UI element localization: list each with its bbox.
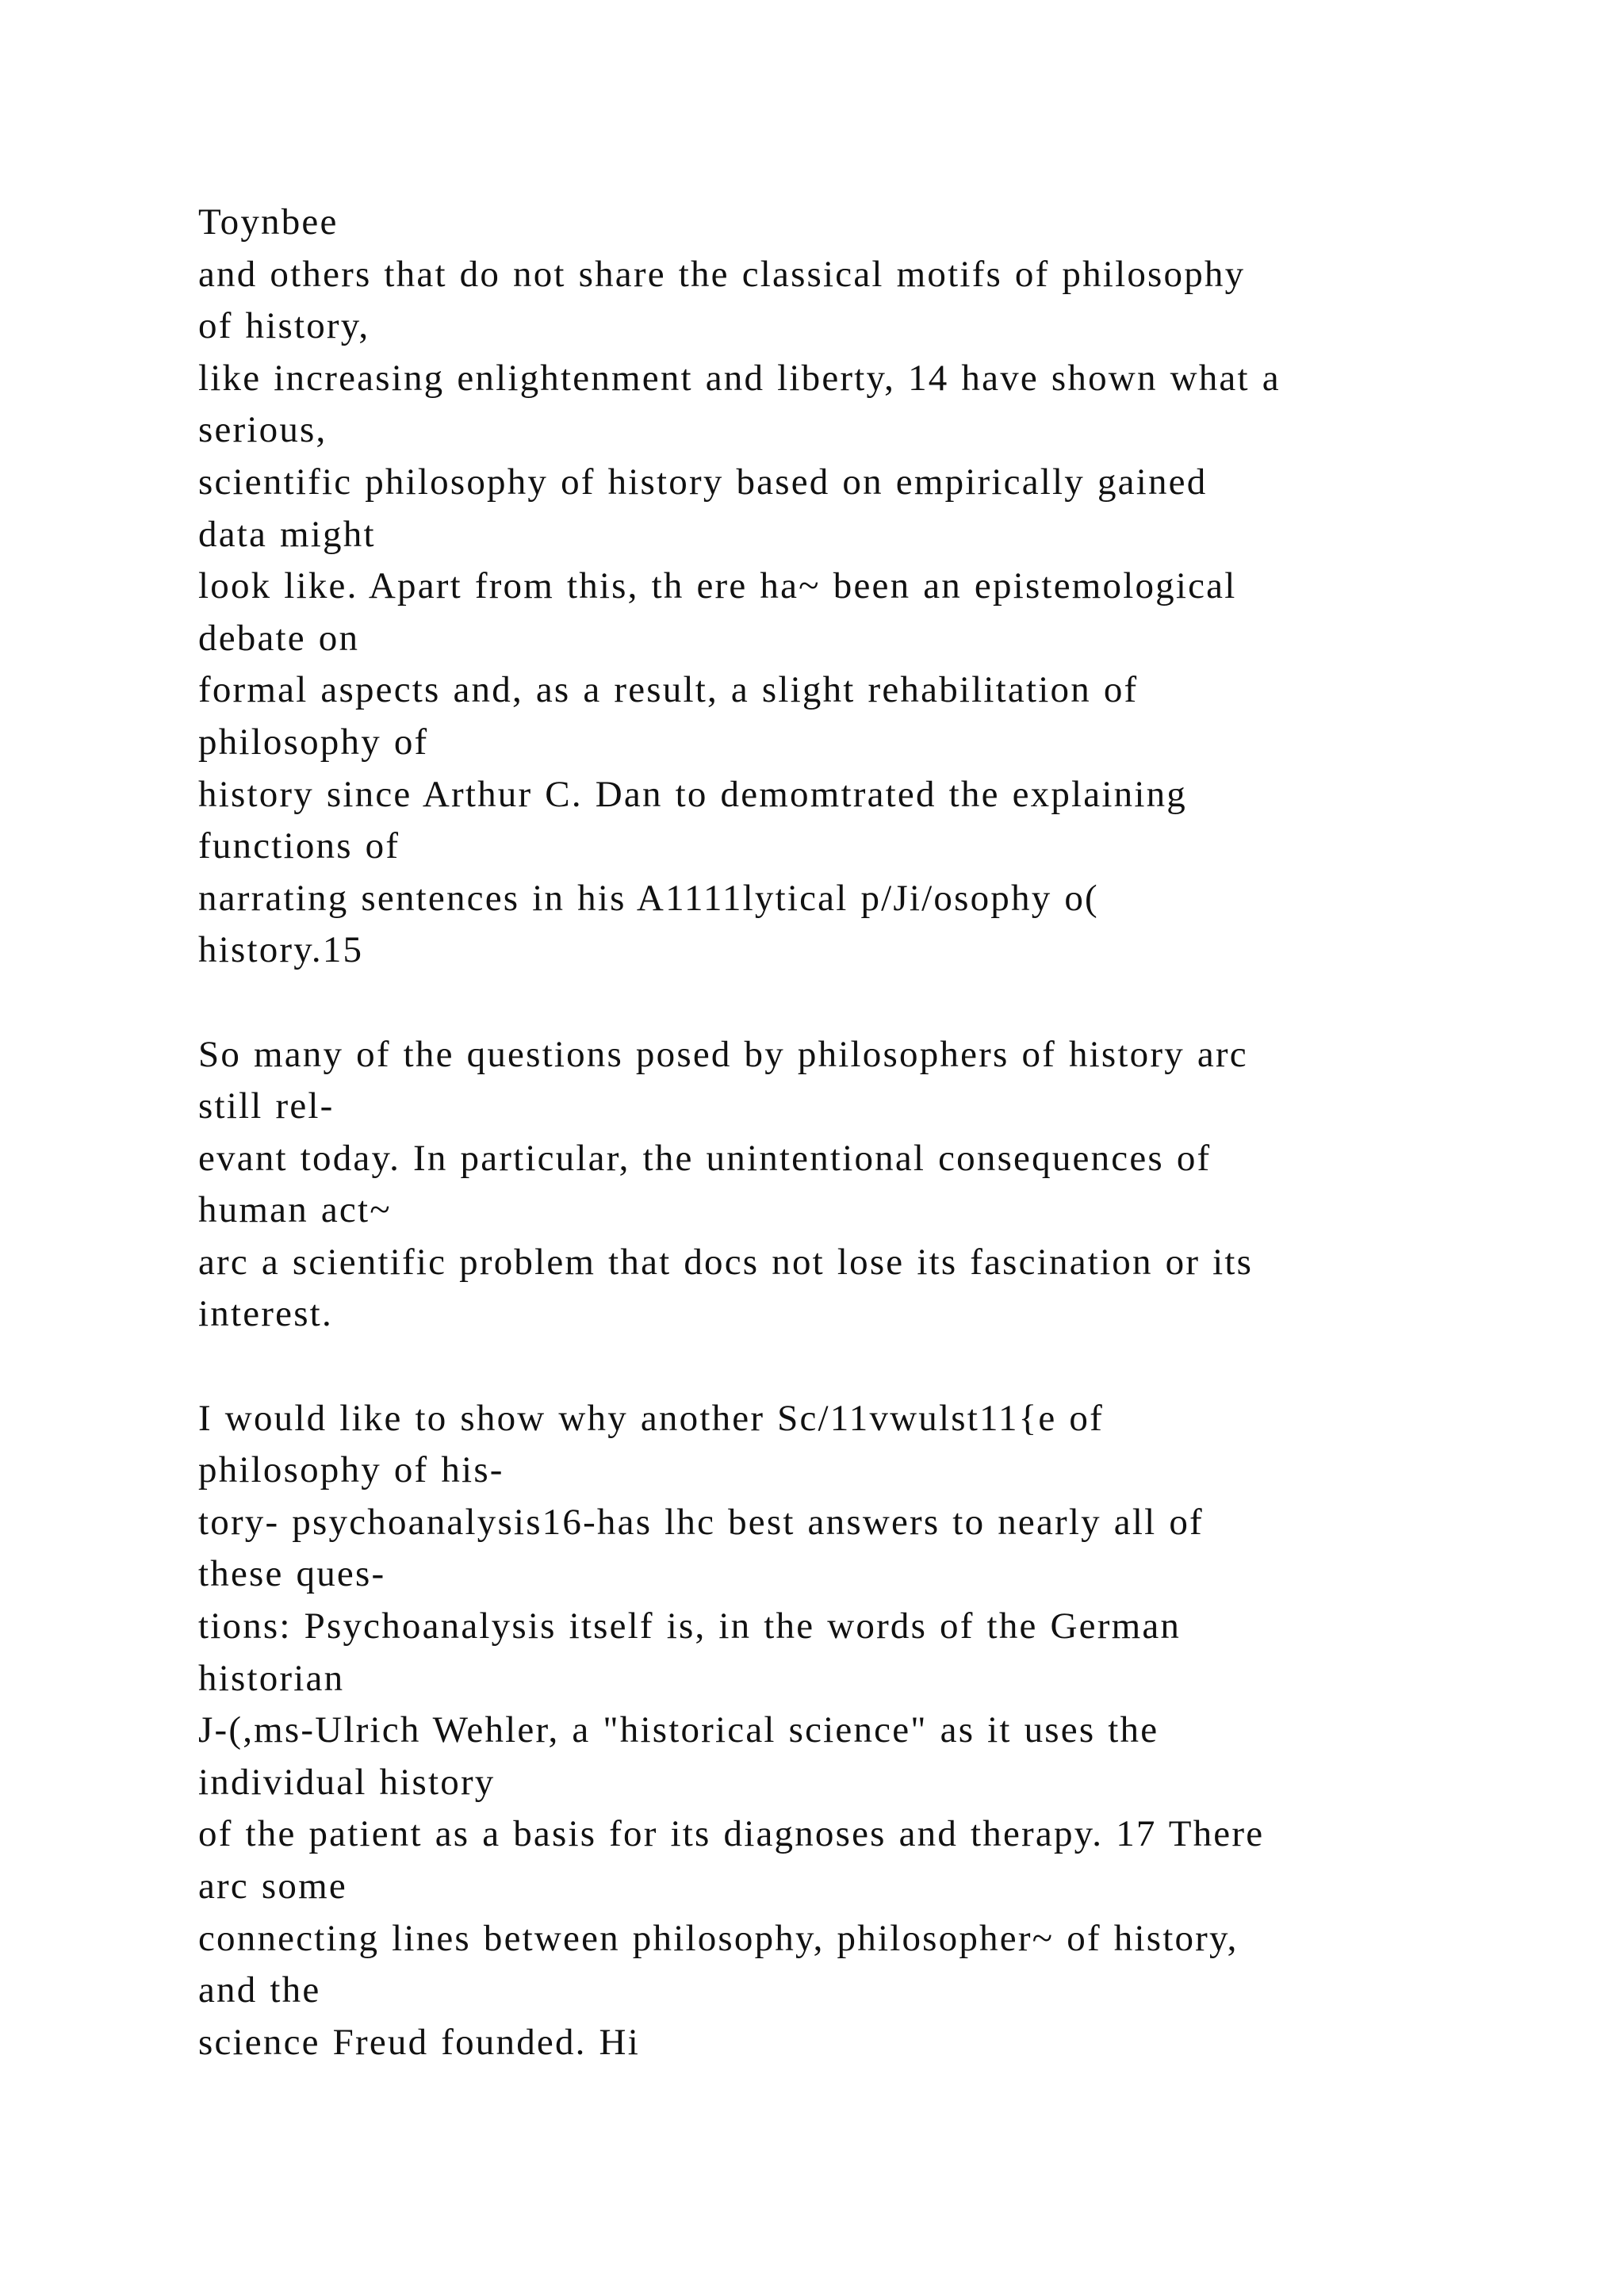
- text-line: tory- psychoanalysis16-has lhc best answers to nearly all of: [198, 1501, 1204, 1543]
- text-line: philosophy of his-: [198, 1449, 504, 1491]
- text-line: of history,: [198, 305, 370, 347]
- text-line: arc some: [198, 1866, 347, 1907]
- text-line: arc a scientific problem that docs not lose its fascination or its: [198, 1241, 1254, 1283]
- text-line: connecting lines between philosophy, philosopher~ of history,: [198, 1917, 1239, 1959]
- text-line: serious,: [198, 409, 327, 451]
- text-line: narrating sentences in his A1111lytical p/Ji/osophy o(: [198, 877, 1099, 919]
- paragraph-gap: [198, 977, 1546, 1029]
- text-line: Toynbee: [198, 201, 339, 243]
- text-line: history since Arthur C. Dan to demomtrated the explaining: [198, 773, 1187, 815]
- text-line: philosophy of: [198, 721, 429, 763]
- text-line: I would like to show why another Sc/11vwulst11{e of: [198, 1397, 1104, 1439]
- text-line: scientific philosophy of history based on empirically gained: [198, 461, 1208, 503]
- text-line: historian: [198, 1657, 345, 1699]
- paragraph-3: [198, 1393, 1546, 2069]
- text-line: like increasing enlightenment and liberty, 14 have shown what a: [198, 357, 1281, 399]
- text-line: data might: [198, 513, 376, 555]
- text-line: and the: [198, 1969, 321, 2011]
- text-line: J-(,ms-Ulrich Wehler, a "historical science" as it uses the: [198, 1709, 1159, 1751]
- text-line: So many of the questions posed by philosophers of history arc: [198, 1033, 1248, 1075]
- text-line: still rel-: [198, 1085, 335, 1127]
- body-text: [198, 197, 1546, 2068]
- text-line: look like. Apart from this, th ere ha~ been an epistemological: [198, 565, 1237, 607]
- text-line: these ques-: [198, 1553, 386, 1595]
- text-line: individual history: [198, 1761, 496, 1803]
- text-line: and others that do not share the classical motifs of philosophy: [198, 253, 1246, 295]
- text-line: evant today. In particular, the unintentional consequences of: [198, 1137, 1212, 1179]
- text-line: interest.: [198, 1293, 333, 1335]
- text-line: science Freud founded. Hi: [198, 2021, 640, 2063]
- text-line: history.15: [198, 929, 364, 971]
- text-line: formal aspects and, as a result, a slight rehabilitation of: [198, 669, 1139, 711]
- paragraph-2: [198, 1029, 1546, 1341]
- text-line: functions of: [198, 825, 400, 867]
- paragraph-gap: [198, 1341, 1546, 1393]
- paragraph-1: [198, 197, 1546, 977]
- text-line: debate on: [198, 617, 360, 659]
- text-line: tions: Psychoanalysis itself is, in the words of the German: [198, 1605, 1182, 1647]
- text-line: of the patient as a basis for its diagnoses and therapy. 17 There: [198, 1813, 1265, 1855]
- text-line: human act~: [198, 1189, 392, 1231]
